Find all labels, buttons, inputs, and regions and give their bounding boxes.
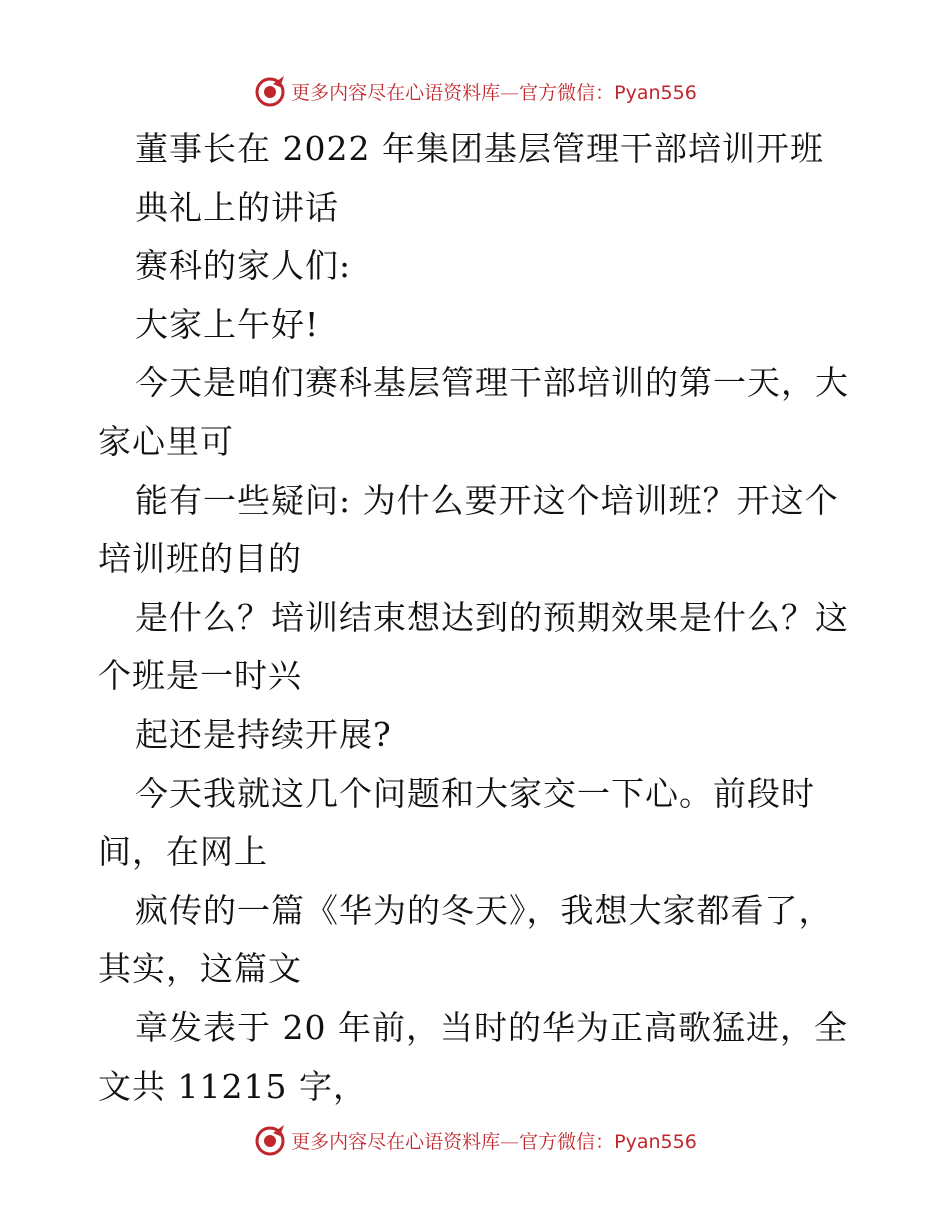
- paragraph-line: 是什么？培训结束想达到的预期效果是什么？这: [135, 597, 849, 637]
- watermark-dash: —: [500, 81, 520, 104]
- paragraph-line: 能有一些疑问: 为什么要开这个培训班？开这个: [135, 480, 839, 520]
- watermark-dash: —: [500, 1130, 520, 1153]
- title-line-1: 董事长在 2022 年集团基层管理干部培训开班: [135, 129, 824, 168]
- paragraph-line: 文共 11215 字，: [98, 1066, 367, 1106]
- paragraph-line: 今天我就这几个问题和大家交一下心。前段时: [135, 773, 815, 813]
- document-body: [98, 120, 858, 1116]
- watermark-text: [291, 78, 697, 105]
- salutation: 赛科的家人们:: [135, 246, 352, 286]
- watermark-footer: [0, 1120, 950, 1160]
- brand-logo-icon: [253, 74, 287, 108]
- paragraph-line: 起还是持续开展?: [135, 714, 392, 754]
- brand-logo-icon: [253, 1123, 287, 1157]
- watermark-contact: 官方微信：Pyan556: [519, 81, 697, 104]
- paragraph-line: 章发表于 20 年前，当时的华为正高歌猛进，全: [135, 1007, 848, 1047]
- paragraph-line: 家心里可: [98, 421, 234, 461]
- watermark-brand: 更多内容尽在心语资料库: [291, 1130, 501, 1153]
- watermark-text: [291, 1127, 697, 1154]
- paragraph-line: 培训班的目的: [98, 539, 302, 579]
- paragraph-line: 个班是一时兴: [98, 656, 302, 696]
- paragraph-line: 间，在网上: [98, 832, 268, 872]
- paragraph-line: 今天是咱们赛科基层管理干部培训的第一天，大: [135, 363, 849, 403]
- greeting: 大家上午好!: [135, 304, 320, 344]
- paragraph-line: 疯传的一篇《华为的冬天》，我想大家都看了，: [135, 890, 833, 930]
- paragraph-line: 其实，这篇文: [98, 949, 302, 989]
- watermark-brand: 更多内容尽在心语资料库: [291, 81, 501, 104]
- watermark-contact: 官方微信：Pyan556: [519, 1130, 697, 1153]
- watermark-header: [0, 71, 950, 111]
- title-line-2: 典礼上的讲话: [135, 187, 339, 227]
